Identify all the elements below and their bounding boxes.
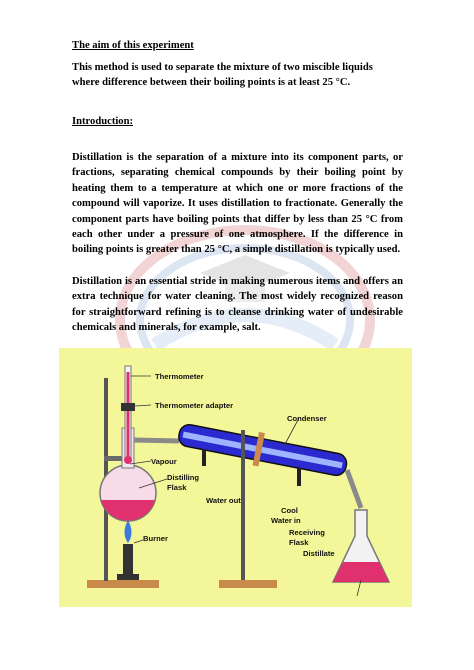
label-receiving-flask-line1: Receiving [289, 528, 325, 537]
flask-liquid [101, 500, 155, 521]
thermometer-bulb [124, 456, 132, 464]
condenser [176, 417, 349, 483]
label-water-out: Water out [206, 496, 241, 505]
label-condenser: Condenser [287, 414, 327, 423]
label-thermometer-adapter: Thermometer adapter [155, 401, 234, 410]
right-stand-rod [241, 430, 245, 580]
label-vapour: Vapour [151, 457, 177, 466]
label-burner: Burner [143, 534, 168, 543]
burner-foot [117, 574, 139, 580]
right-stand-base [219, 580, 277, 588]
label-cool-water-line1: Cool [281, 506, 298, 515]
label-distilling-flask-line2: Flask [167, 483, 187, 492]
introduction-paragraph-2: Distillation is an essential stride in making numerous items and offers an extra technique for water cleaning. The most widely recognized reason for straightforward refining is to cleanse drinking water of undesirable chemicals and minerals, for example, salt. [72, 276, 403, 334]
apparatus-drawing [59, 348, 412, 607]
label-receiving-flask-line2: Flask [289, 538, 309, 547]
label-distilling-flask-line1: Distilling [167, 473, 200, 482]
thermometer-adapter [121, 403, 135, 411]
aim-heading: The aim of this experiment [72, 40, 194, 51]
label-thermometer: Thermometer [155, 372, 204, 381]
label-cool-water-line2: Water in [271, 516, 301, 525]
burner-body [123, 544, 133, 578]
side-arm [134, 440, 179, 441]
burner-flame [125, 520, 132, 543]
aim-line-2: where difference between their boiling points is at least 25 °C. [72, 77, 351, 88]
introduction-heading: Introduction: [72, 116, 134, 127]
thermometer-liquid [127, 372, 130, 458]
receiving-adapter [347, 470, 361, 508]
left-stand-base [87, 580, 159, 588]
distillation-apparatus-figure [59, 348, 412, 607]
label-distillate: Distillate [303, 549, 335, 558]
aim-line-1: This method is used to separate the mixture of two miscible liquids [72, 62, 373, 73]
introduction-paragraph-1: Distillation is the separation of a mixture into its component parts, or fractions, separating chemical compounds by their boiling point by heating them to a temperature at which one or more fractions of the compound will vaporize. It uses distillation to fractionate. Generally the component parts have boiling points that differ by less than 25 °C from each other under a pressure of one atmosphere. If the difference in boiling points is greater than 25 °C, a simple distillation is typically used. [72, 152, 403, 256]
